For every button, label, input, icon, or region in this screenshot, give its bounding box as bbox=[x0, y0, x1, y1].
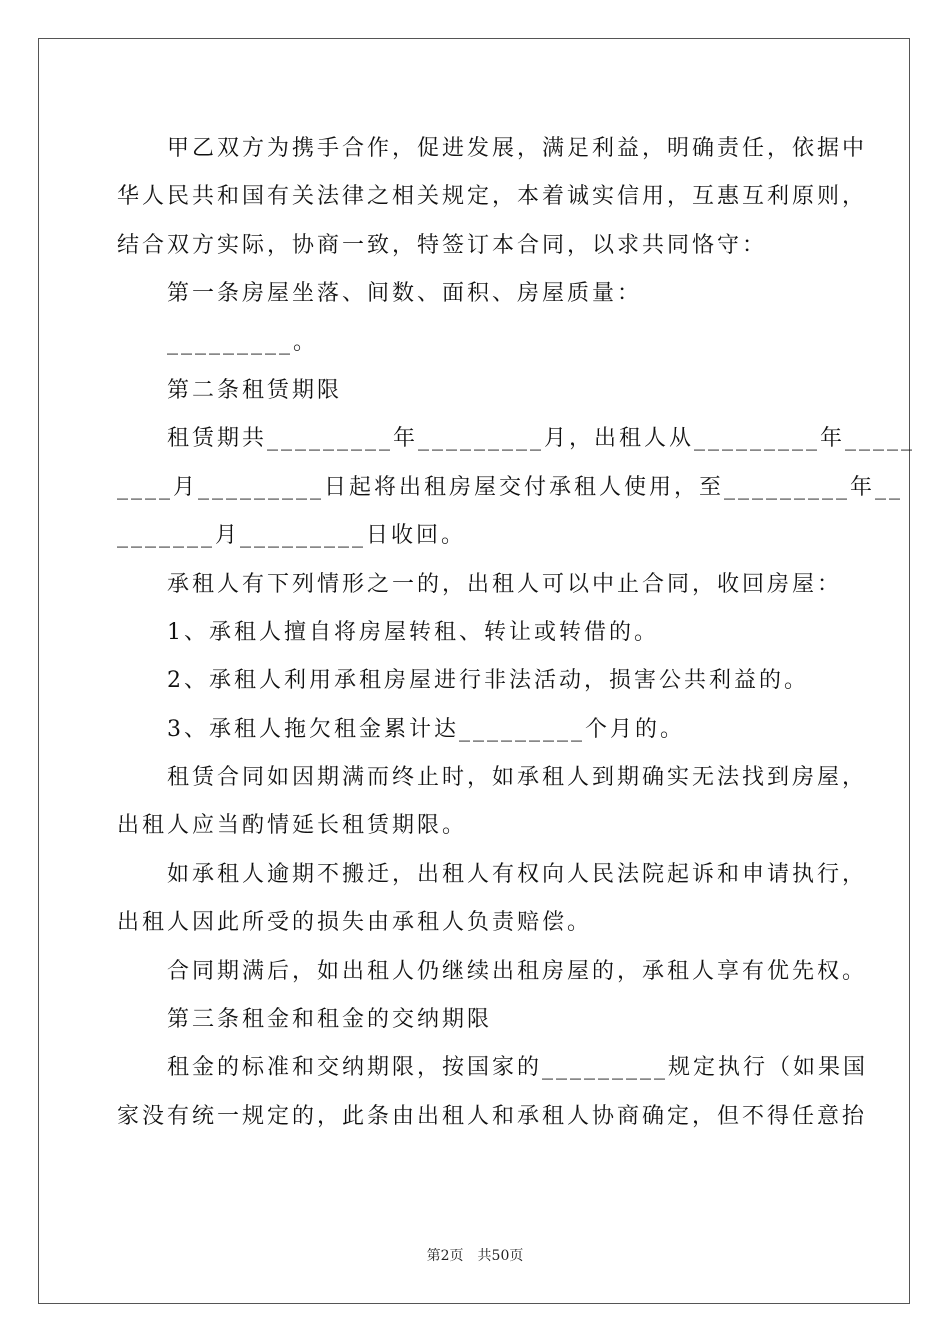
section-heading: 第三条租金和租金的交纳期限 bbox=[117, 1007, 493, 1033]
text-line: 结合双方实际，协商一致，特签订本合同，以求共同恪守： bbox=[117, 232, 768, 258]
page-footer bbox=[0, 1245, 950, 1265]
blank-field-line: _________。 bbox=[117, 329, 319, 355]
text-line: 出租人应当酌情延长租赁期限。 bbox=[117, 813, 468, 839]
text-line: _______月_________日收回。 bbox=[117, 523, 467, 549]
text-line: 华人民共和国有关法律之相关规定，本着诚实信用，互惠互利原则， bbox=[117, 184, 868, 210]
text-line: ____月_________日起将出租房屋交付承租人使用，至_________年__ bbox=[117, 474, 904, 500]
text-line: 出租人因此所受的损失由承租人负责赔偿。 bbox=[117, 910, 593, 936]
text-line: 承租人有下列情形之一的，出租人可以中止合同，收回房屋： bbox=[117, 571, 843, 597]
text-line: 租金的标准和交纳期限，按国家的_________规定执行（如果国 bbox=[117, 1055, 869, 1081]
list-item: 3、承租人拖欠租金累计达_________个月的。 bbox=[117, 716, 685, 742]
text-line: 租赁合同如因期满而终止时，如承租人到期确实无法找到房屋， bbox=[117, 765, 868, 791]
text-line: 家没有统一规定的，此条由出租人和承租人协商确定，但不得任意抬 bbox=[117, 1103, 868, 1129]
text-line: 如承租人逾期不搬迁，出租人有权向人民法院起诉和申请执行， bbox=[117, 861, 868, 887]
list-item: 2、承租人利用承租房屋进行非法活动，损害公共利益的。 bbox=[117, 668, 809, 694]
list-item: 1、承租人擅自将房屋转租、转让或转借的。 bbox=[117, 619, 659, 645]
document-body bbox=[117, 125, 916, 1141]
text-line: 甲乙双方为携手合作，促进发展，满足利益，明确责任，依据中 bbox=[117, 136, 868, 161]
text-line: 租赁期共_________年_________月，出租人从_________年_____ bbox=[117, 426, 916, 452]
section-heading: 第二条租赁期限 bbox=[117, 377, 343, 403]
page-number: 第2页 共50页 bbox=[426, 1248, 524, 1264]
text-line: 合同期满后，如出租人仍继续出租房屋的，承租人享有优先权。 bbox=[117, 958, 868, 984]
section-heading: 第一条房屋坐落、间数、面积、房屋质量： bbox=[117, 281, 643, 307]
